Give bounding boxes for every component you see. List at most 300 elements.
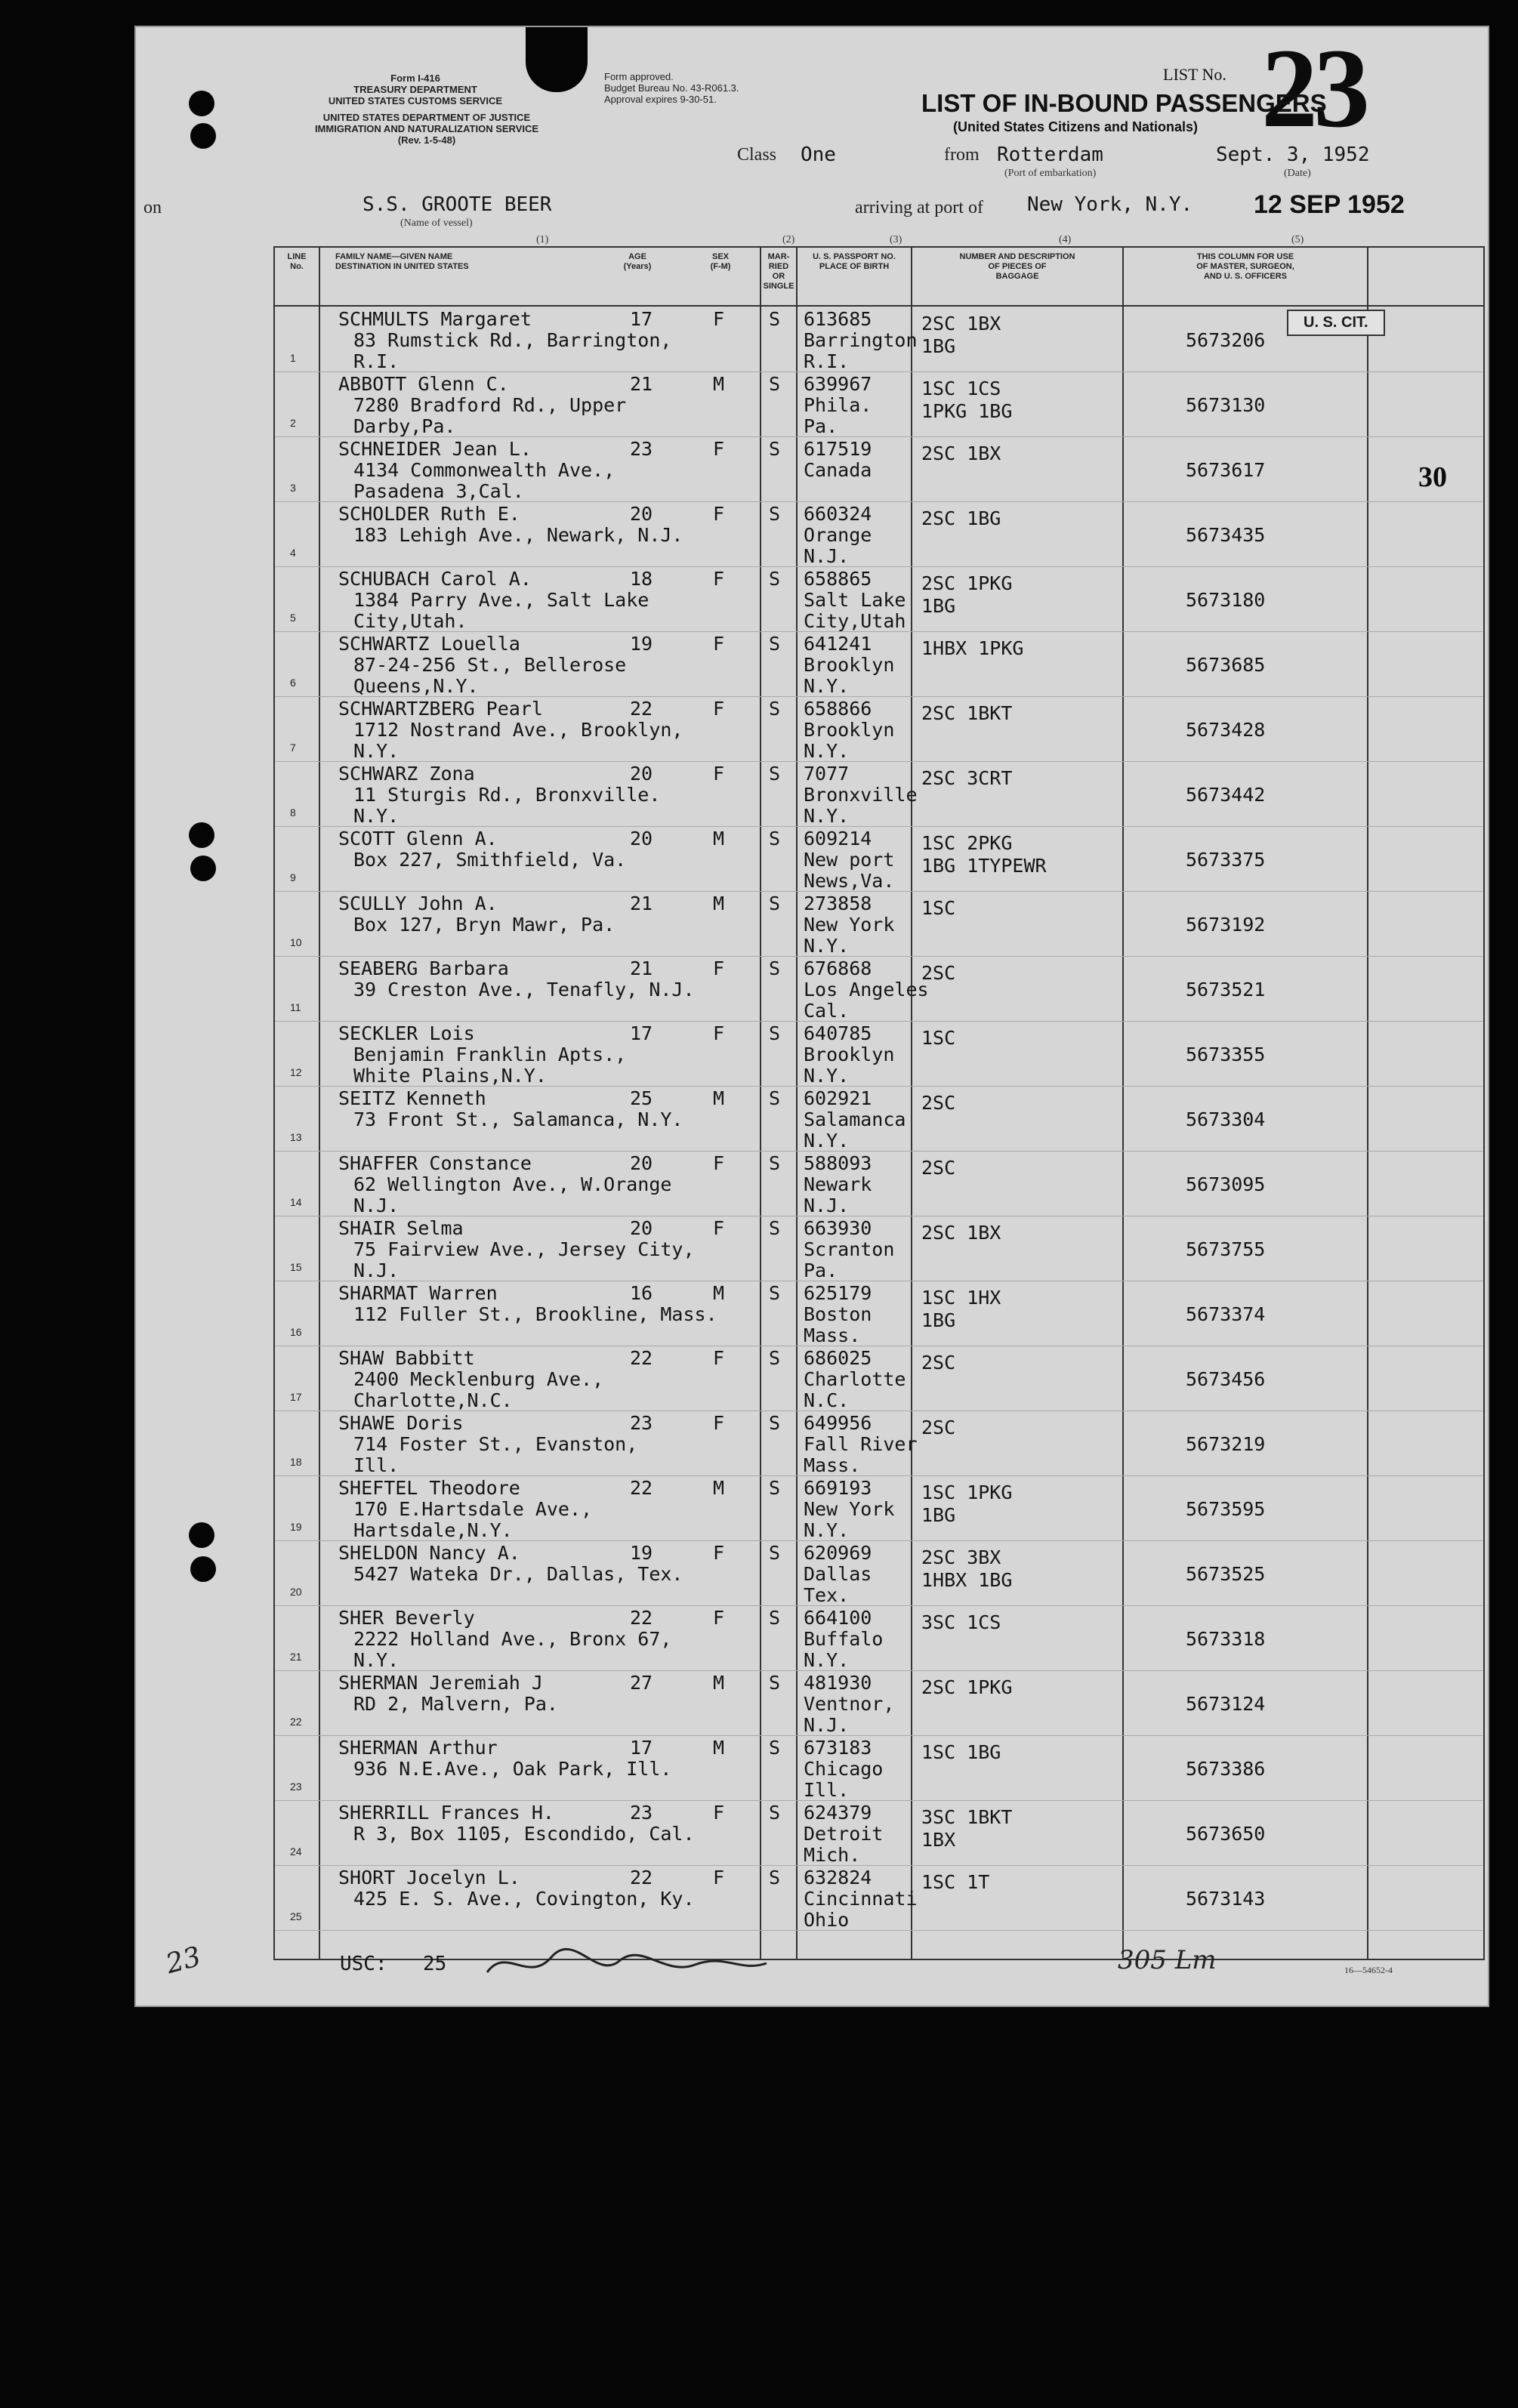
baggage-line-1: 1SC 1HX xyxy=(921,1287,1001,1309)
address-line-1: Box 227, Smithfield, Va. xyxy=(353,849,627,871)
department-block: UNITED STATES DEPARTMENT OF JUSTICE IMMIGRATION AND NATURALIZATION SERVICE (Rev. 1-5-48) xyxy=(314,112,539,146)
address-line-1: 39 Creston Ave., Tenafly, N.J. xyxy=(353,979,695,1001)
birthplace-line-2: N.Y. xyxy=(804,1519,850,1541)
baggage-line-2: 1BG xyxy=(921,1309,956,1331)
baggage-line-2: 1BG xyxy=(921,1504,956,1526)
birthplace-line-2: News,Va. xyxy=(804,870,895,892)
col-sex: SEX (F-M) xyxy=(710,252,731,271)
sex: F xyxy=(713,503,725,525)
birthplace-line-2: N.Y. xyxy=(804,1065,850,1087)
officer-number: 5673521 xyxy=(1186,979,1266,1001)
baggage-line-1: 2SC 1BX xyxy=(921,1222,1001,1244)
birthplace-line-1: Scranton xyxy=(804,1238,895,1260)
baggage-line-1: 1SC 1BG xyxy=(921,1741,1001,1763)
passport-number: 602921 xyxy=(804,1087,872,1109)
sex: F xyxy=(713,1152,725,1174)
baggage-line-1: 1SC 1PKG xyxy=(921,1481,1013,1503)
sex: F xyxy=(713,1542,725,1564)
passenger-name: SHELDON Nancy A. xyxy=(338,1542,520,1564)
passenger-name: SHERMAN Arthur xyxy=(338,1737,498,1759)
baggage-line-1: 3SC 1BKT xyxy=(921,1806,1013,1828)
age: 25 xyxy=(630,1087,653,1109)
line-number: 12 xyxy=(290,1066,302,1078)
passport-number: 658865 xyxy=(804,568,872,590)
age: 16 xyxy=(630,1282,653,1304)
line-number: 24 xyxy=(290,1845,302,1858)
address-line-2: Hartsdale,N.Y. xyxy=(353,1519,513,1541)
baggage-line-2: 1BG xyxy=(921,335,956,357)
line-number: 10 xyxy=(290,936,302,948)
passenger-name: SHEFTEL Theodore xyxy=(338,1477,520,1499)
age: 19 xyxy=(630,1542,653,1564)
birthplace-line-1: Buffalo xyxy=(804,1628,884,1650)
birthplace-line-1: New port xyxy=(804,849,895,871)
usc-count: 25 xyxy=(423,1953,447,1975)
birthplace-line-2: Cal. xyxy=(804,1000,850,1022)
col-num-2: (2) xyxy=(782,234,795,245)
list-number-label: LIST No. xyxy=(1163,65,1226,84)
officer-number: 5673525 xyxy=(1186,1563,1266,1585)
punch-hole xyxy=(190,856,216,881)
address-line-1: 4134 Commonwealth Ave., xyxy=(353,459,616,481)
passenger-name: SHORT Jocelyn L. xyxy=(338,1867,520,1888)
passport-number: 640785 xyxy=(804,1022,872,1044)
table-row xyxy=(275,372,1483,437)
vessel-name: S.S. GROOTE BEER xyxy=(363,193,552,216)
sex: F xyxy=(713,633,725,655)
sex: F xyxy=(713,1022,725,1044)
age: 19 xyxy=(630,633,653,655)
officer-number: 5673192 xyxy=(1186,914,1266,936)
birthplace-line-2: N.J. xyxy=(804,1714,850,1736)
address-line-1: 170 E.Hartsdale Ave., xyxy=(353,1498,593,1520)
birthplace-line-1: Chicago xyxy=(804,1758,884,1780)
baggage-line-1: 2SC xyxy=(921,962,956,984)
passenger-name: SEITZ Kenneth xyxy=(338,1087,486,1109)
age: 17 xyxy=(630,1022,653,1044)
birthplace-line-1: Brooklyn xyxy=(804,1044,895,1065)
officer-number: 5673318 xyxy=(1186,1628,1266,1650)
punch-hole xyxy=(190,1556,216,1582)
table-row xyxy=(275,566,1483,632)
passport-number: 663930 xyxy=(804,1217,872,1239)
punch-hole xyxy=(189,822,214,848)
sex: F xyxy=(713,1867,725,1888)
address-line-1: 5427 Wateka Dr., Dallas, Tex. xyxy=(353,1563,683,1585)
passport-number: 624379 xyxy=(804,1802,872,1824)
arrival-port: New York, N.Y. xyxy=(1027,193,1193,216)
col-officers: THIS COLUMN FOR USE OF MASTER, SURGEON, AND U. S. OFFICERS xyxy=(1196,252,1294,281)
age: 22 xyxy=(630,1867,653,1888)
address-line-1: 425 E. S. Ave., Covington, Ky. xyxy=(353,1888,695,1910)
passenger-name: SCOTT Glenn A. xyxy=(338,828,498,849)
officer-number: 5673685 xyxy=(1186,654,1266,676)
officer-number: 5673442 xyxy=(1186,784,1266,806)
class-label: Class xyxy=(737,145,777,165)
baggage-line-2: 1BG xyxy=(921,595,956,617)
address-line-2: N.J. xyxy=(353,1259,400,1281)
marital-status: S xyxy=(769,957,781,979)
marital-status: S xyxy=(769,1347,781,1369)
birthplace-line-1: Los Angeles xyxy=(804,979,929,1001)
table-row xyxy=(275,956,1483,1022)
baggage-line-1: 1SC 1T xyxy=(921,1871,990,1893)
passport-number: 588093 xyxy=(804,1152,872,1174)
baggage-line-1: 2SC 1PKG xyxy=(921,1676,1013,1698)
passport-number: 641241 xyxy=(804,633,872,655)
address-line-1: 2222 Holland Ave., Bronx 67, xyxy=(353,1628,672,1650)
signature xyxy=(483,1942,770,1995)
baggage-line-1: 2SC xyxy=(921,1092,956,1114)
line-number: 5 xyxy=(290,612,296,624)
birthplace-line-1: Brooklyn xyxy=(804,719,895,741)
marital-status: S xyxy=(769,308,781,330)
sex: F xyxy=(713,1607,725,1629)
sex: F xyxy=(713,1412,725,1434)
birthplace-line-1: Salt Lake xyxy=(804,589,906,611)
address-line-1: RD 2, Malvern, Pa. xyxy=(353,1693,558,1715)
marital-status: S xyxy=(769,1737,781,1759)
line-number: 11 xyxy=(290,1001,301,1013)
line-number: 4 xyxy=(290,547,296,559)
citizenship-stamp: U. S. CIT. xyxy=(1287,310,1385,336)
marital-status: S xyxy=(769,828,781,849)
sex: M xyxy=(713,1737,725,1759)
col-age: AGE (Years) xyxy=(623,252,652,271)
birthplace-line-1: Newark xyxy=(804,1173,872,1195)
usc-label: USC: xyxy=(340,1953,387,1975)
address-line-1: 62 Wellington Ave., W.Orange xyxy=(353,1173,672,1195)
address-line-1: 112 Fuller St., Brookline, Mass. xyxy=(353,1303,717,1325)
birthplace-line-1: Boston xyxy=(804,1303,872,1325)
handwritten-mark: 23 xyxy=(162,1941,205,1981)
address-line-1: 2400 Mecklenburg Ave., xyxy=(353,1368,604,1390)
birthplace-line-1: Cincinnati xyxy=(804,1888,918,1910)
birthplace-line-2: N.J. xyxy=(804,545,850,567)
marital-status: S xyxy=(769,763,781,785)
officer-number: 5673650 xyxy=(1186,1823,1266,1845)
line-number: 17 xyxy=(290,1391,302,1403)
table-row xyxy=(275,1346,1483,1411)
birthplace-line-2: N.Y. xyxy=(804,675,850,697)
passenger-name: SHERRILL Frances H. xyxy=(338,1802,554,1824)
passport-number: 664100 xyxy=(804,1607,872,1629)
passport-number: 658866 xyxy=(804,698,872,720)
table-row xyxy=(275,1865,1483,1931)
officer-number: 5673435 xyxy=(1186,524,1266,546)
address-line-1: 183 Lehigh Ave., Newark, N.J. xyxy=(353,524,683,546)
birthplace-line-1: Phila. xyxy=(804,394,872,416)
col-num-3: (3) xyxy=(890,234,902,245)
table-row xyxy=(275,307,1483,372)
passport-number: 660324 xyxy=(804,503,872,525)
form-block: Form I-416 TREASURY DEPARTMENT UNITED STATES CUSTOMS SERVICE xyxy=(328,72,503,106)
marital-status: S xyxy=(769,1152,781,1174)
birthplace-line-2: N.C. xyxy=(804,1389,850,1411)
birthplace-line-2: N.Y. xyxy=(804,1130,850,1152)
sex: M xyxy=(713,893,725,914)
marital-status: S xyxy=(769,568,781,590)
table-row xyxy=(275,696,1483,762)
address-line-1: 936 N.E.Ave., Oak Park, Ill. xyxy=(353,1758,672,1780)
address-line-1: 83 Rumstick Rd., Barrington, xyxy=(353,329,672,351)
address-line-1: 75 Fairview Ave., Jersey City, xyxy=(353,1238,695,1260)
baggage-line-1: 1SC 2PKG xyxy=(921,832,1013,854)
passport-number: 649956 xyxy=(804,1412,872,1434)
marital-status: S xyxy=(769,1087,781,1109)
line-number: 3 xyxy=(290,482,296,494)
address-line-2: R.I. xyxy=(353,350,400,372)
marital-status: S xyxy=(769,1542,781,1564)
age: 22 xyxy=(630,1607,653,1629)
passenger-name: SCHUBACH Carol A. xyxy=(338,568,532,590)
birthplace-line-1: Canada xyxy=(804,459,872,481)
officer-number: 5673143 xyxy=(1186,1888,1266,1910)
line-number: 7 xyxy=(290,742,296,754)
officer-number: 5673304 xyxy=(1186,1108,1266,1130)
birthplace-line-1: Dallas xyxy=(804,1563,872,1585)
age: 21 xyxy=(630,893,653,914)
sex: F xyxy=(713,308,725,330)
marital-status: S xyxy=(769,893,781,914)
address-line-2: N.J. xyxy=(353,1195,400,1216)
passport-number: 676868 xyxy=(804,957,872,979)
table-row xyxy=(275,1086,1483,1152)
birthplace-line-2: N.Y. xyxy=(804,805,850,827)
officer-number: 5673355 xyxy=(1186,1044,1266,1065)
baggage-line-1: 2SC 1BKT xyxy=(921,702,1013,724)
birthplace-line-2: City,Utah xyxy=(804,610,906,632)
age: 20 xyxy=(630,763,653,785)
table-row xyxy=(275,631,1483,697)
marital-status: S xyxy=(769,1672,781,1694)
address-line-1: 87-24-256 St., Bellerose xyxy=(353,654,627,676)
passenger-name: SHAW Babbitt xyxy=(338,1347,475,1369)
birthplace-line-1: Bronxville xyxy=(804,784,918,806)
sex: F xyxy=(713,698,725,720)
passport-number: 620969 xyxy=(804,1542,872,1564)
address-line-1: 73 Front St., Salamanca, N.Y. xyxy=(353,1108,683,1130)
vessel-caption: (Name of vessel) xyxy=(400,217,473,229)
col-name: FAMILY NAME—GIVEN NAME DESTINATION IN UNITED STATES xyxy=(335,252,469,271)
baggage-line-1: 1SC xyxy=(921,897,956,919)
officer-number: 5673374 xyxy=(1186,1303,1266,1325)
age: 27 xyxy=(630,1672,653,1694)
officer-number: 5673428 xyxy=(1186,719,1266,741)
from-label: from xyxy=(944,145,980,165)
birthplace-line-2: N.J. xyxy=(804,1195,850,1216)
punch-hole xyxy=(189,1522,214,1548)
col-married: MAR- RIED OR SINGLE xyxy=(763,252,794,291)
baggage-line-1: 2SC xyxy=(921,1352,956,1374)
officer-number: 5673755 xyxy=(1186,1238,1266,1260)
margin-number: 30 xyxy=(1418,461,1447,493)
age: 20 xyxy=(630,1152,653,1174)
officer-number: 5673219 xyxy=(1186,1433,1266,1455)
sex: F xyxy=(713,1802,725,1824)
officer-number: 5673456 xyxy=(1186,1368,1266,1390)
passport-number: 632824 xyxy=(804,1867,872,1888)
line-number: 8 xyxy=(290,806,296,819)
on-label: on xyxy=(143,198,162,217)
passport-number: 7077 xyxy=(804,763,850,785)
sex: M xyxy=(713,1087,725,1109)
table-row xyxy=(275,1800,1483,1866)
baggage-line-1: 2SC 1BX xyxy=(921,313,1001,335)
birthplace-line-1: Fall River xyxy=(804,1433,918,1455)
col-num-1: (1) xyxy=(536,234,549,245)
sex: M xyxy=(713,1672,725,1694)
birthplace-line-2: Tex. xyxy=(804,1584,850,1606)
passenger-name: SCULLY John A. xyxy=(338,893,498,914)
line-number: 9 xyxy=(290,871,296,883)
col-line-no: LINE No. xyxy=(287,252,307,271)
table-row xyxy=(275,436,1483,502)
table-row xyxy=(275,1411,1483,1476)
passport-number: 673183 xyxy=(804,1737,872,1759)
birthplace-line-2: Mich. xyxy=(804,1844,861,1866)
address-line-1: 714 Foster St., Evanston, xyxy=(353,1433,638,1455)
marital-status: S xyxy=(769,1802,781,1824)
sex: M xyxy=(713,828,725,849)
marital-status: S xyxy=(769,1217,781,1239)
passport-number: 481930 xyxy=(804,1672,872,1694)
baggage-line-1: 1SC xyxy=(921,1027,956,1049)
line-number: 15 xyxy=(290,1261,302,1273)
birthplace-line-2: R.I. xyxy=(804,350,850,372)
embarkation-port: Rotterdam xyxy=(997,143,1103,166)
passenger-name: SCHWARZ Zona xyxy=(338,763,475,785)
age: 23 xyxy=(630,438,653,460)
officer-number: 5673130 xyxy=(1186,394,1266,416)
col-num-4: (4) xyxy=(1059,234,1072,245)
passport-number: 625179 xyxy=(804,1282,872,1304)
birthplace-line-2: Ill. xyxy=(804,1779,850,1801)
officer-number: 5673386 xyxy=(1186,1758,1266,1780)
age: 23 xyxy=(630,1802,653,1824)
list-number: 23 xyxy=(1261,26,1365,151)
line-number: 16 xyxy=(290,1326,302,1338)
torn-corner xyxy=(526,27,588,92)
baggage-line-1: 2SC 1BX xyxy=(921,442,1001,464)
baggage-line-2: 1PKG 1BG xyxy=(921,400,1013,422)
age: 20 xyxy=(630,503,653,525)
officer-number: 5673617 xyxy=(1186,459,1266,481)
address-line-2: Queens,N.Y. xyxy=(353,675,479,697)
birthplace-line-2: N.Y. xyxy=(804,935,850,957)
line-number: 25 xyxy=(290,1910,302,1922)
passenger-name: SCHWARTZBERG Pearl xyxy=(338,698,543,720)
sex: M xyxy=(713,373,725,395)
passenger-name: SHARMAT Warren xyxy=(338,1282,498,1304)
table-row xyxy=(275,1021,1483,1087)
col-baggage: NUMBER AND DESCRIPTION OF PIECES OF BAGGAGE xyxy=(959,252,1075,281)
marital-status: S xyxy=(769,1867,781,1888)
birthplace-line-1: Detroit xyxy=(804,1823,884,1845)
passenger-name: SHAIR Selma xyxy=(338,1217,464,1239)
birthplace-line-2: N.Y. xyxy=(804,1649,850,1671)
address-line-2: White Plains,N.Y. xyxy=(353,1065,547,1087)
form-approved-note: Form approved. Budget Bureau No. 43-R061.3. Approval expires 9-30-51. xyxy=(604,71,739,105)
birthplace-line-2: Mass. xyxy=(804,1324,861,1346)
address-line-1: 1712 Nostrand Ave., Brooklyn, xyxy=(353,719,683,741)
table-row xyxy=(275,501,1483,567)
table-row xyxy=(275,1540,1483,1606)
passport-number: 617519 xyxy=(804,438,872,460)
sex: F xyxy=(713,1217,725,1239)
class-value: One xyxy=(801,143,836,166)
passenger-name: SECKLER Lois xyxy=(338,1022,475,1044)
address-line-2: N.Y. xyxy=(353,740,400,762)
address-line-2: N.Y. xyxy=(353,805,400,827)
table-row xyxy=(275,1605,1483,1671)
baggage-line-1: 2SC xyxy=(921,1157,956,1179)
marital-status: S xyxy=(769,698,781,720)
passenger-name: SEABERG Barbara xyxy=(338,957,509,979)
sex: F xyxy=(713,568,725,590)
baggage-line-2: 1BG 1TYPEWR xyxy=(921,855,1047,877)
age: 21 xyxy=(630,373,653,395)
table-row xyxy=(275,761,1483,827)
marital-status: S xyxy=(769,503,781,525)
baggage-line-1: 3SC 1CS xyxy=(921,1611,1001,1633)
table-row xyxy=(275,1151,1483,1216)
sex: F xyxy=(713,438,725,460)
marital-status: S xyxy=(769,1477,781,1499)
marital-status: S xyxy=(769,1282,781,1304)
passenger-name: SHAWE Doris xyxy=(338,1412,464,1434)
passenger-name: SHER Beverly xyxy=(338,1607,475,1629)
passenger-name: SCHWARTZ Louella xyxy=(338,633,520,655)
baggage-line-1: 2SC 3BX xyxy=(921,1546,1001,1568)
address-line-1: Box 127, Bryn Mawr, Pa. xyxy=(353,914,616,936)
line-number: 21 xyxy=(290,1651,302,1663)
table-row xyxy=(275,826,1483,892)
table-row xyxy=(275,1216,1483,1281)
officer-number: 5673180 xyxy=(1186,589,1266,611)
birthplace-line-1: Salamanca xyxy=(804,1108,906,1130)
birthplace-line-2: N.Y. xyxy=(804,740,850,762)
sex: M xyxy=(713,1282,725,1304)
punch-hole xyxy=(189,91,214,116)
officer-number: 5673375 xyxy=(1186,849,1266,871)
passport-number: 639967 xyxy=(804,373,872,395)
birthplace-line-1: Orange xyxy=(804,524,872,546)
table-row xyxy=(275,1670,1483,1736)
age: 20 xyxy=(630,828,653,849)
marital-status: S xyxy=(769,373,781,395)
line-number: 22 xyxy=(290,1716,302,1728)
handwritten-note: 305 Lm xyxy=(1118,1945,1217,1975)
marital-status: S xyxy=(769,438,781,460)
passenger-name: SCHMULTS Margaret xyxy=(338,308,532,330)
sex: M xyxy=(713,1477,725,1499)
marital-status: S xyxy=(769,1412,781,1434)
age: 23 xyxy=(630,1412,653,1434)
birthplace-line-2: Ohio xyxy=(804,1909,850,1931)
baggage-line-1: 2SC 1PKG xyxy=(921,572,1013,594)
marital-status: S xyxy=(769,1022,781,1044)
address-line-1: Benjamin Franklin Apts., xyxy=(353,1044,627,1065)
table-row xyxy=(275,1735,1483,1801)
passenger-name: SHERMAN Jeremiah J xyxy=(338,1672,543,1694)
birthplace-line-1: Charlotte xyxy=(804,1368,906,1390)
birthplace-line-1: Ventnor, xyxy=(804,1693,895,1715)
age: 20 xyxy=(630,1217,653,1239)
age: 22 xyxy=(630,698,653,720)
marital-status: S xyxy=(769,633,781,655)
age: 22 xyxy=(630,1477,653,1499)
